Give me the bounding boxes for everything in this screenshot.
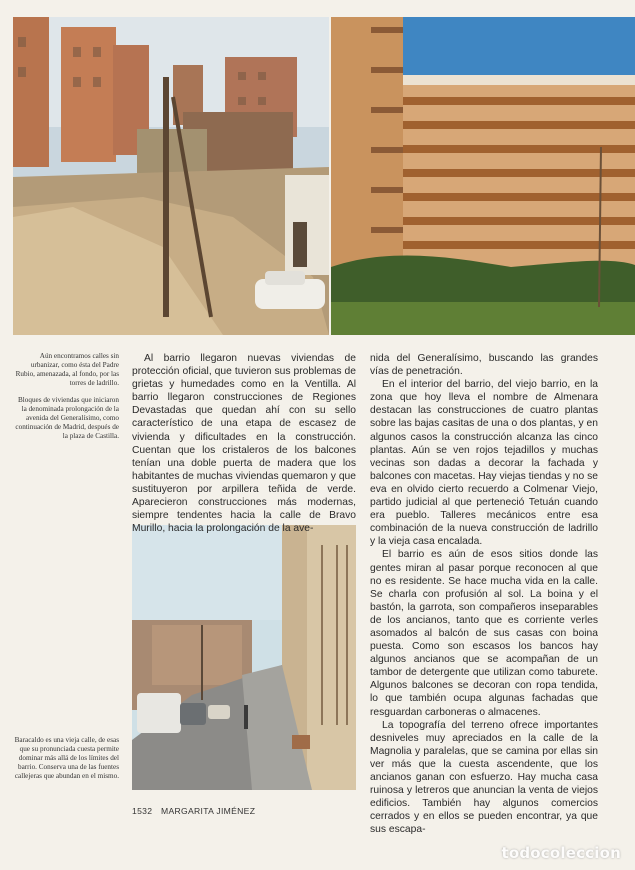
photo-calle-baracaldo: [132, 525, 356, 790]
article-column-1: [132, 352, 356, 535]
article-paragraph: En el interior del barrio, del viejo barrio, en la zona que hoy lleva el nombre de Almenara destacan las construcciones de cuatro plantas sobre las bajas casitas de una o dos plantas, y en algunos casos la construcción alcanza las cinco plantas. Aún se ven rojos tejadillos y muchas vecinas son dadas a decorar la fachada y balcones con macetas. Hay viejas tiendas y no se eva en olvido cierto recuerdo a Colmenar Viejo, partido judicial al que perteneció Tetuán cuando era pueblo. Talleres mecánicos entre esa combinación de la nueva construcción de ladrillo y la vieja casa encalada.: [370, 379, 598, 548]
page-number: 1532: [132, 806, 153, 816]
photo-bloques-viviendas: [331, 17, 635, 335]
caption-baracaldo: Baracaldo es una vieja calle, de esas que su pronunciada cuesta permite dominar más allá de los límites del barrio. Conserva una de las fuentes callejeras que abundan en el mismo.: [14, 736, 119, 780]
article-paragraph: El barrio es aún de esos sitios donde las gentes miran al pasar porque reconocen al que no es residente. Se hace mucha vida en la calle. Se charla con profusión al sol. La boina y el bastón, la garrota, son compañeros inseparables de los ancianos, tanto que es corriente verles asomados al balcón de sus casas con boina puesta. Como son escasos los bancos hay algunos ancianos que se acompañan de un tambor de detergente que utilizan como taburete. Algunos balcones se decoran con ropa tendida, lo que también ocupa algunas fachadas que resguardan carboneras o almacenes.: [370, 549, 598, 718]
article-column-2: [370, 352, 598, 836]
article-paragraph: Al barrio llegaron nuevas viviendas de protección oficial, que tuvieron sus problemas de grietas y humedades como en la Ventilla. Al barrio llegaron construcciones de Regiones Devastadas que quedan ahí con su sello característico de una etapa de escasez de vivienda y dificultades en la construcción. Cuentan que los cristaleros de los balcones tenían una doble puerta de madera que los habitantes de muchas viviendas quemaron y que sustituyeron por arpillera teñida de verde. Aparecieron construcciones más modernas, siempre tendentes hacia la calle de Bravo Murillo, hacia la prolongación de la ave-: [132, 353, 356, 535]
author-name: MARGARITA JIMÉNEZ: [161, 806, 256, 816]
article-paragraph: La topografía del terreno ofrece importantes desniveles muy apreciados en la calle de la Magnolia y paralelas, que se camina por ellas sin ver más que la cuesta ascendente, que los ancianos ganan con esfuerzo. Hay mucha casa ruinosa y letreros que anuncian la venta de viejos edificios. También hay algunos comercios cerrados y en ellos se pueden encontrar, ya que sus escapa-: [370, 719, 598, 836]
watermark-logo: todocoleccion: [501, 844, 621, 862]
caption-bloques-viviendas: Bloques de viviendas que iniciaron la denominada prolongación de la avenida del Generalísimo, como continuación de Madrid, después de la plaza de Castilla.: [15, 396, 119, 440]
article-paragraph: nida del Generalísimo, buscando las grandes vías de penetración.: [370, 353, 598, 378]
caption-calles-sin-urbanizar: Aún encontramos calles sin urbanizar, como ésta del Padre Rubio, amenazada, al fondo, por las torres de ladrillo.: [15, 352, 119, 387]
photo-calle-sin-urbanizar: [13, 17, 329, 335]
page-footer: [132, 806, 255, 816]
